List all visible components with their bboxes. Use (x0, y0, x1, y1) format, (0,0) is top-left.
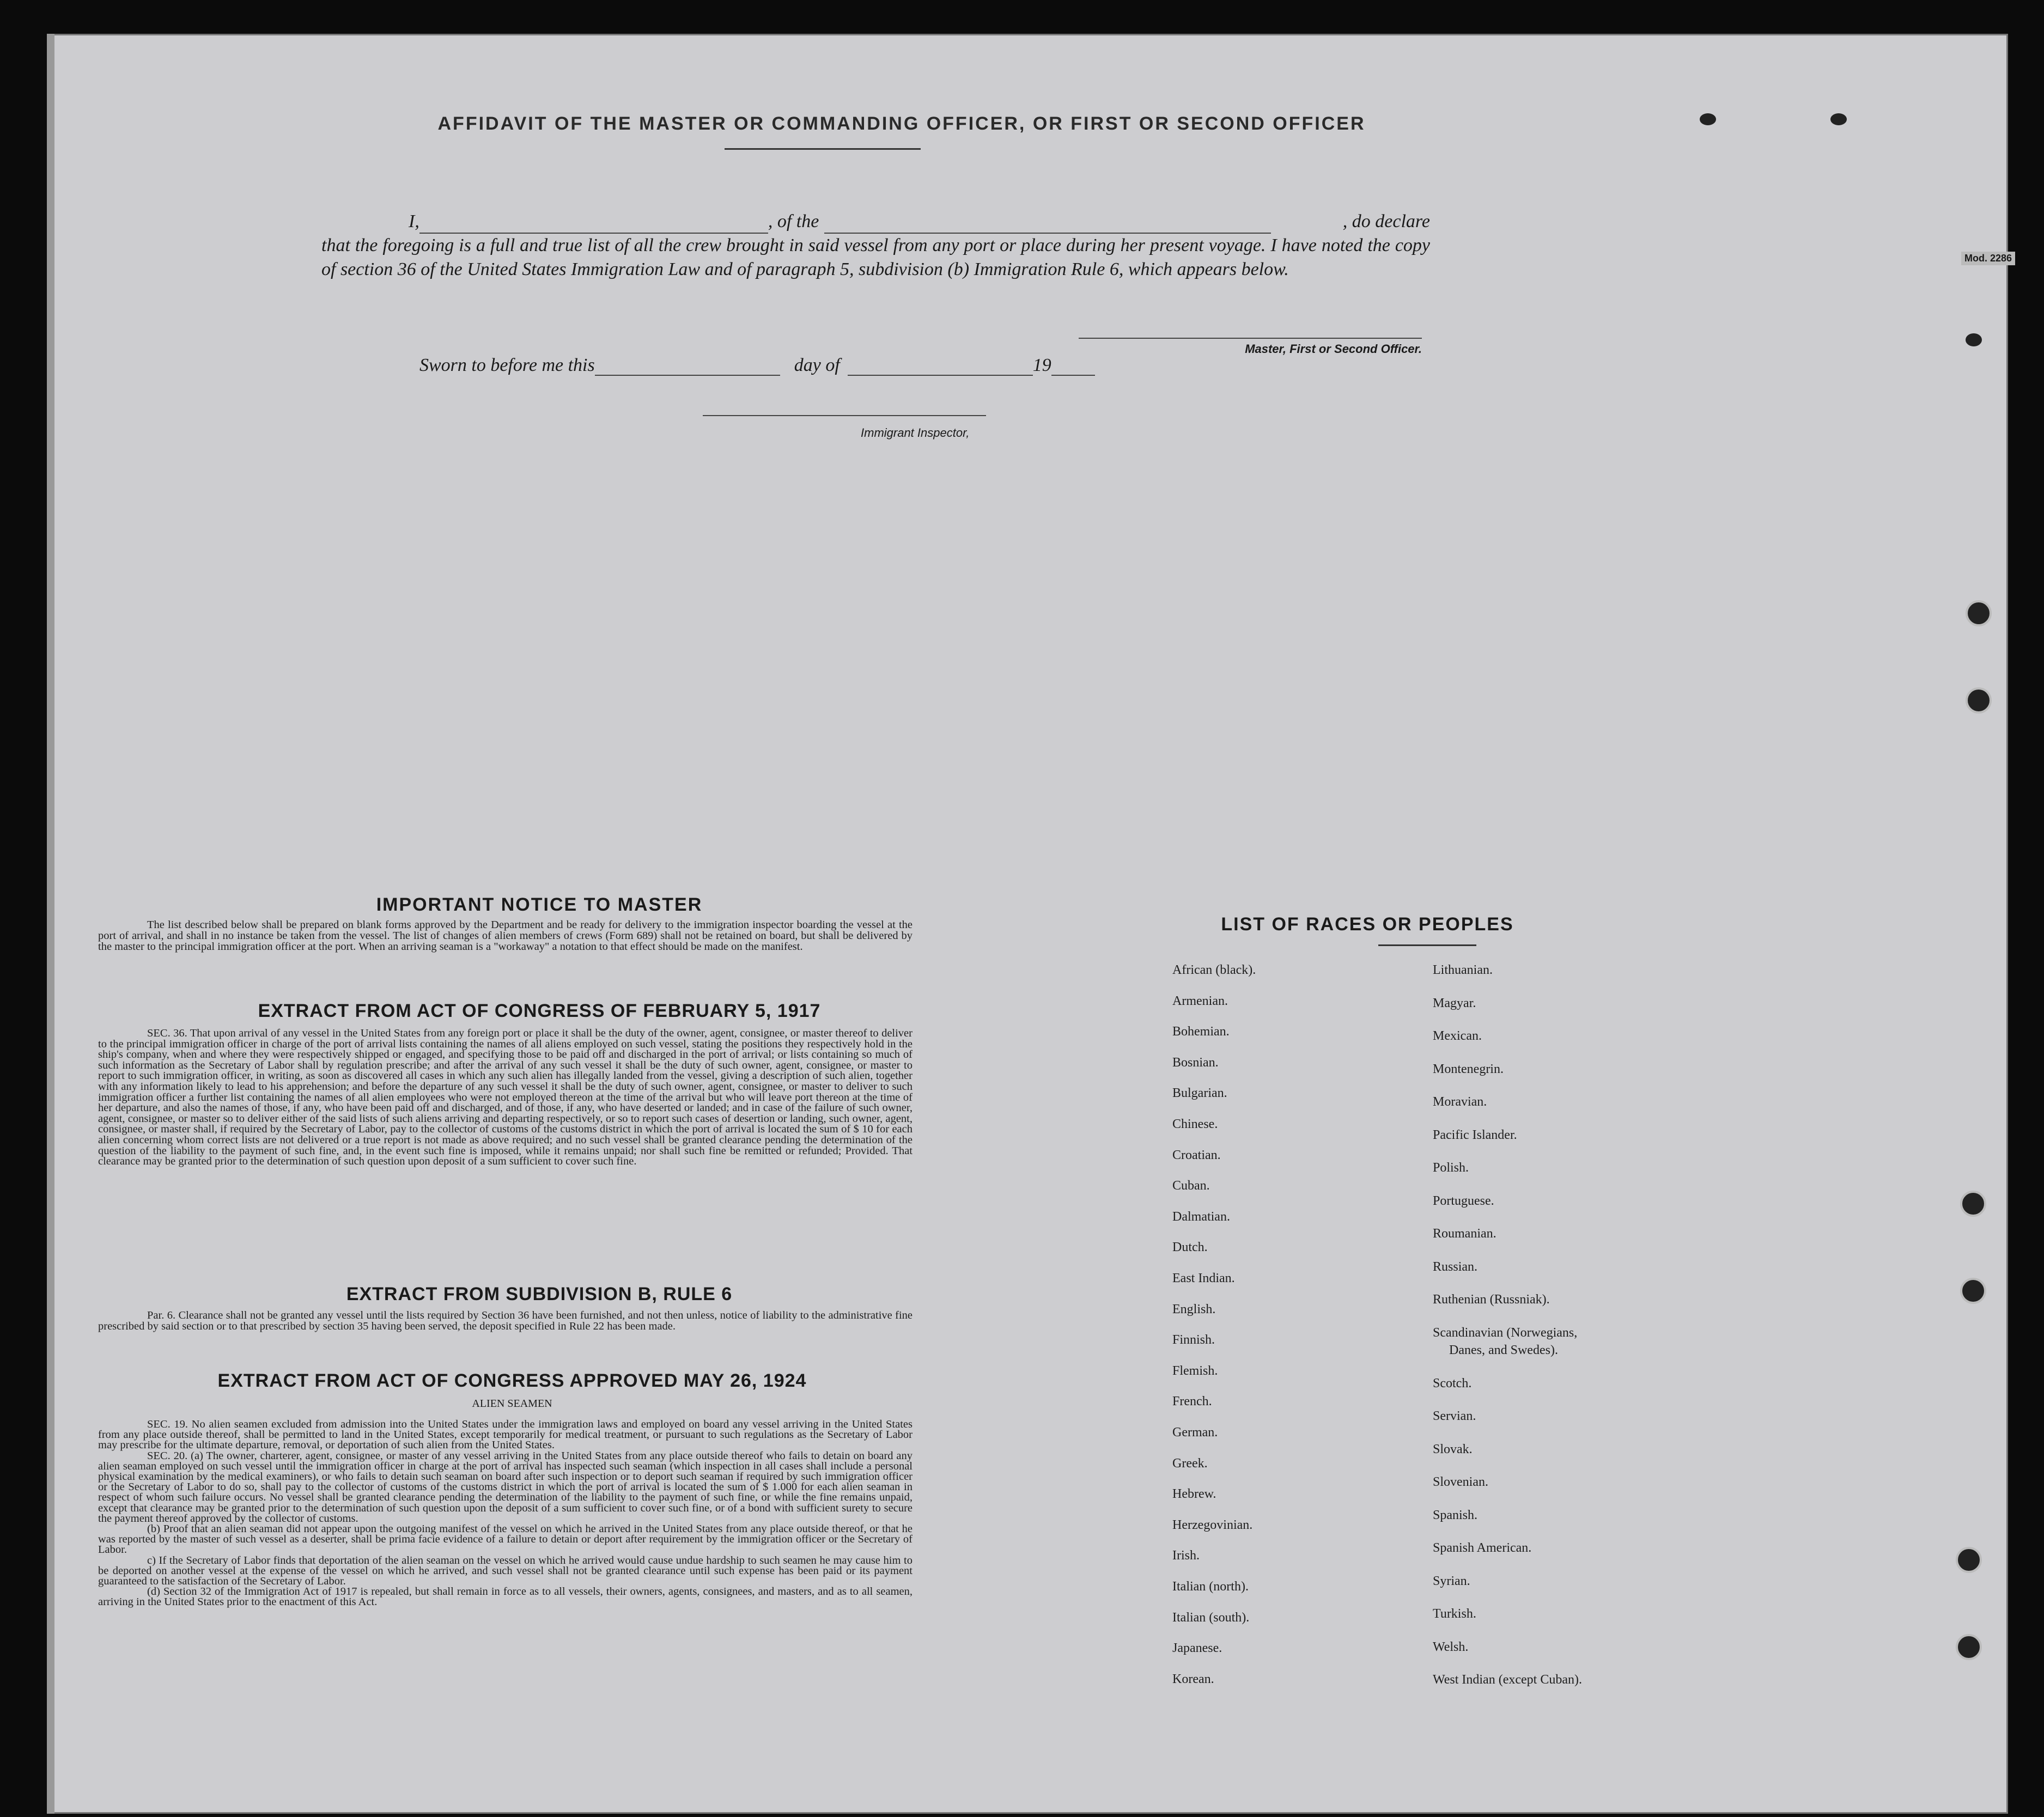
race-item: Dalmatian. (1172, 1209, 1230, 1224)
race-item: Lithuanian. (1433, 963, 1493, 977)
subdivision-body: Par. 6. Clearance shall not be granted any vessel until the lists required by Section 36 have been furnished, and not then unless, notice of liability to the administrative fine prescribed by said section or to that prescribed by section 35 having been served, the deposit specified in Rule 22 has been made. (98, 1309, 912, 1332)
race-item: Portuguese. (1433, 1193, 1494, 1208)
affidavit-body: that the foregoing is a full and true list of all the crew brought in said vessel from any port or place during her present voyage. I have noted the copy of section 36 of the United States Immigration Law and of paragraph 5, subdivision (b) Immigration Rule 6, which appears below. (321, 235, 1430, 279)
sworn-day-blank[interactable] (595, 375, 780, 376)
race-item: Ruthenian (Russniak). (1433, 1292, 1550, 1307)
sworn-line (419, 355, 1226, 376)
race-item: Cuban. (1172, 1179, 1210, 1193)
race-item: Pacific Islander. (1433, 1127, 1517, 1142)
race-item: English. (1172, 1302, 1216, 1316)
race-item: Bosnian. (1172, 1055, 1219, 1070)
race-item: Slovak. (1433, 1442, 1473, 1456)
sec-20b: (b) Proof that an alien seaman did not appear upon the outgoing manifest of the vessel on which he arrived in the United States from any place outside thereof, or that he was reported by the master of such vessel as a deserter, shall be prima facie evidence of a failure to detain or deport after requirement by the immigration officer or the Secretary of Labor. (98, 1523, 912, 1556)
race-item: Chinese. (1172, 1117, 1218, 1131)
extract-1917-title: EXTRACT FROM ACT OF CONGRESS OF FEBRUARY 5, 1917 (258, 1001, 821, 1021)
race-item: Spanish American. (1433, 1541, 1532, 1555)
race-item: Welsh. (1433, 1639, 1469, 1654)
race-item: Armenian. (1172, 993, 1228, 1008)
race-item: Herzegovinian. (1172, 1517, 1253, 1532)
year-prefix: 19 (1032, 355, 1051, 375)
title-rule (725, 148, 921, 150)
binder-hole-icon (1960, 1191, 1986, 1217)
sec-20c: c) If the Secretary of Labor finds that deportation of the alien seaman on the vessel on which he arrived would cause undue hardship to such seamen he may cause him to be deported on another vessel at the expense of the vessel on which he arrived, and such vessel shall not be granted clearance until such expense has been paid or its payment guaranteed to the satisfaction of the Secretary of Labor. (98, 1554, 912, 1588)
race-item: French. (1172, 1394, 1212, 1409)
race-item: Moravian. (1433, 1095, 1487, 1109)
race-item: Finnish. (1172, 1333, 1215, 1347)
race-item: Servian. (1433, 1409, 1476, 1423)
affidavit-text (321, 210, 1430, 282)
day-of-label: day of (794, 355, 840, 375)
sec-20a: SEC. 20. (a) The owner, charterer, agent, consignee, or master of any vessel arriving in the United States from any place outside thereof who fails to detain on board any alien seaman employed on such vessel until the immigration officer in charge at the port of arrival has inspected such seaman (which inspection in all cases shall include a personal physical examination by the medical examiners), or who fails to detain such seaman on board after such inspection or to deport such seaman if required by such immigration officer or the Secretary of Labor to do so, shall pay to the collector of customs of the customs district in which the port of arrival is located the sum of $ 1.000 for each alien seaman in respect of whom such failure occurs. No vessel shall be granted clearance pending the determination of the liability to the payment of such fine, or while the fine remains unpaid, except that clearance may be granted prior to the determination of such question upon the deposit of a sum sufficient to cover such fine, or of a bond with sufficient surety to secure the payment thereof approved by the collector of customs. (98, 1449, 912, 1525)
punch-mark-icon (1966, 333, 1982, 346)
punch-mark-icon (1700, 113, 1716, 125)
race-item: Magyar. (1433, 996, 1476, 1010)
sworn-year-blank[interactable] (1051, 375, 1095, 376)
inspector-caption-text: Immigrant Inspector, (861, 426, 970, 440)
race-item: Spanish. (1433, 1508, 1478, 1522)
extract-1924-subtitle: ALIEN SEAMEN (472, 1398, 552, 1410)
race-item: Syrian. (1433, 1574, 1470, 1588)
race-item: West Indian (except Cuban). (1433, 1673, 1582, 1687)
race-item: German. (1172, 1425, 1218, 1440)
inspector-caption (703, 426, 986, 440)
race-item: Hebrew. (1172, 1487, 1216, 1502)
race-item: Italian (south). (1172, 1610, 1250, 1625)
race-item: Dutch. (1172, 1240, 1208, 1255)
binder-hole-icon (1966, 687, 1992, 714)
race-item: Irish. (1172, 1548, 1200, 1563)
inspector-signature-line[interactable] (703, 415, 986, 416)
sworn-month-blank[interactable] (848, 375, 1033, 376)
race-item: Turkish. (1433, 1607, 1476, 1621)
signature-caption: Master, First or Second Officer. (1245, 342, 1422, 356)
race-item: Russian. (1433, 1259, 1478, 1274)
affidavit-of-the: , of the (768, 211, 819, 231)
subdivision-title: EXTRACT FROM SUBDIVISION B, RULE 6 (346, 1284, 733, 1304)
race-item: Korean. (1172, 1672, 1214, 1686)
sworn-label: Sworn to before me this (419, 355, 595, 375)
binder-hole-icon (1956, 1547, 1982, 1573)
race-item: Danes, and Swedes). (1449, 1343, 1558, 1357)
form-id: Mod. 2286 (1961, 252, 2015, 265)
extract-1924-body (98, 1419, 912, 1608)
races-title-rule (1378, 944, 1476, 946)
race-item: Flemish. (1172, 1363, 1218, 1378)
race-item: Roumanian. (1433, 1227, 1496, 1241)
race-item: Japanese. (1172, 1641, 1222, 1656)
sec-20d: (d) Section 32 of the Immigration Act of 1917 is repealed, but shall remain in force as to all vessels, their owners, agents, consignees, and masters, and as to all seamen, arriving in the United States prior to the enactment of this Act. (98, 1586, 912, 1608)
race-item: Greek. (1172, 1456, 1208, 1471)
binder-hole-icon (1966, 600, 1992, 626)
race-item: Bohemian. (1172, 1025, 1230, 1039)
signature-line[interactable] (1079, 338, 1422, 339)
affidavit-title: AFFIDAVIT OF THE MASTER OR COMMANDING OFFICER, OR FIRST OR SECOND OFFICER (437, 113, 1366, 134)
races-title: LIST OF RACES OR PEOPLES (1221, 914, 1514, 935)
race-item: Montenegrin. (1433, 1062, 1504, 1076)
binder-hole-icon (1960, 1278, 1986, 1304)
sec-19: SEC. 19. No alien seamen excluded from admission into the United States under the immigration laws and employed on board any vessel arriving in the United States from any place outside thereof, shall be permitted to land in the United States, except temporarily for medical treatment, or pursuant to such regulations as the Secretary of Labor may prescribe for the ultimate departure, removal, or deportation of such alien from the United States. (98, 1418, 912, 1452)
binder-hole-icon (1956, 1634, 1982, 1660)
race-item: Croatian. (1172, 1148, 1221, 1162)
race-item: African (black). (1172, 963, 1256, 977)
extract-1917-body: SEC. 36. That upon arrival of any vessel in the United States from any foreign port or place it shall be the duty of the owner, agent, consignee, or master thereof to deliver to the principal immigration officer in charge of the port of arrival lists containing the names of all aliens employed on such vessel, stating the positions they respectively hold in the ship's company, when and where they were respectively shipped or engaged, and specifying those to be paid off and discharged in the port of arrival; or lists containing so much of such information as the Secretary of Labor shall by regulation prescribe; and after the arrival of any such vessel it shall be the duty of such owner, agent, consignee, or master to report to such immigration officer, in writing, as soon as discovered all cases in which any such alien has illegally landed from the vessel, giving a description of such alien, together with any information likely to lead to his apprehension; and before the departure of any such vessel it shall be the duty of such owner, agent, consignee, or master to deliver to such immigration officer a further list containing the names of all alien employees who were not employed thereon at the time of the arrival but who will leave port thereon at the time of her departure, and also the names of those, if any, who have been paid off and discharged, and of those, if any, who have deserted or landed; and in case of the failure of such owner, agent, consignee, or master so to deliver either of the said lists of such aliens arriving and departing respectively, or so to report such cases of desertion or landing, such owner, agent, consignee, or master shall, if required by the Secretary of Labor, pay to the collector of customs of the customs district in which the port of arrival is located the sum of $ 10 for each alien concerning whom correct lists are not delivered or a true report is not made as above required; and no such vessel shall be granted clearance pending the determination of the question of the liability to the payment of such fine, and, in the event such fine is imposed, while it remains unpaid; nor shall such fine be remitted or refunded; Provided. That clearance may be granted prior to the determination of such question upon deposit of a sum sufficient to cover such fine. (98, 1027, 912, 1168)
extract-1924-title: EXTRACT FROM ACT OF CONGRESS APPROVED MAY 26, 1924 (217, 1370, 807, 1391)
affidavit-do-declare: , do declare (1342, 211, 1430, 231)
notice-title: IMPORTANT NOTICE TO MASTER (376, 894, 703, 915)
race-item: Bulgarian. (1172, 1086, 1227, 1101)
notice-body: The list described below shall be prepared on blank forms approved by the Department and be ready for delivery to the immigration inspector boarding the vessel at the port of arrival, and shall in no instance be taken from the vessel. The list of changes of alien members of crews (Form 689) shall not be retained on board, but shall be delivered by the master to the principal immigration officer at the port. When an arriving seaman is a "workaway" a notation to that effect should be made on the manifest. (98, 919, 912, 953)
affidavit-i: I, (409, 211, 419, 231)
race-item: Slovenian. (1433, 1475, 1488, 1489)
race-item: Scotch. (1433, 1376, 1472, 1391)
punch-mark-icon (1830, 113, 1847, 125)
race-item: East Indian. (1172, 1271, 1235, 1285)
race-item: Polish. (1433, 1161, 1469, 1175)
race-item: Mexican. (1433, 1029, 1482, 1043)
race-item: Italian (north). (1172, 1580, 1249, 1594)
race-item: Scandinavian (Norwegians, (1433, 1325, 1578, 1340)
